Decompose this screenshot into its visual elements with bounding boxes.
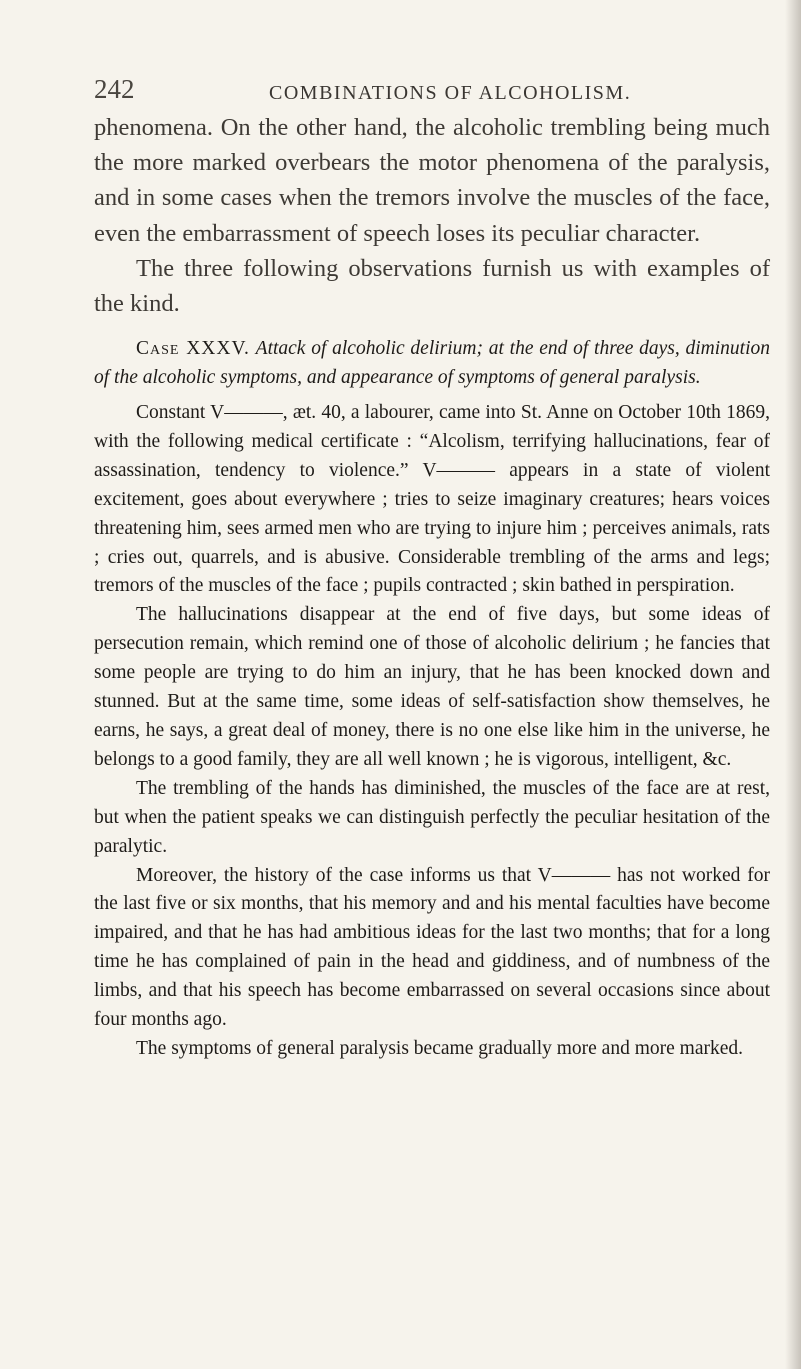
case-paragraph: The symptoms of general paralysis became gradually more and more marked. <box>136 1037 743 1059</box>
intro-paragraph: The three following observations furnish us with examples of the kind. <box>94 254 770 318</box>
case-paragraph: Moreover, the history of the case informs us that V——— has not worked for the last five or six months, that his memory and and his mental faculties have become impaired, and that he has had ambitious ideas for the last two months; that for a long time he has complained of pain in the head and giddiness, and of numbness of the limbs, and that his speech has become embarrassed on several occasions since about four months ago. <box>94 864 770 1031</box>
case-heading <box>94 335 770 393</box>
page-header <box>94 74 754 110</box>
page-number: 242 <box>94 74 135 104</box>
page-edge-shadow <box>785 0 801 1369</box>
case-paragraph: The hallucinations disappear at the end of five days, but some ideas of persecution remain, which remind one of those of alcoholic delirium ; he fancies that some people are trying to do him an injury, that he has been knocked down and stunned. But at the same time, some ideas of self-satisfaction show themselves, he earns, he says, a great deal of money, there is no one else like him in the universe, he belongs to a good family, they are all well known ; he is vigorous, intelligent, &c. <box>94 604 770 770</box>
intro-section <box>94 110 770 321</box>
case-label: Case XXXV. <box>136 338 250 360</box>
case-section <box>94 335 770 1064</box>
case-description: Attack of alcoholic delirium; at the end of three days, diminution of the alcoholic symptoms, and appearance of symptoms of general paralysis. <box>94 338 771 389</box>
running-head: COMBINATIONS OF ALCOHOLISM. <box>269 82 632 104</box>
intro-paragraph-continued: phenomena. On the other hand, the alcoholic trembling being much the more marked overbears the motor phenomena of the paralysis, and in some cases when the tremors involve the muscles of the face, even the embarrassment of speech loses its peculiar character. <box>94 114 770 247</box>
page-body <box>94 110 770 1064</box>
case-paragraph: Constant V———, æt. 40, a labourer, came into St. Anne on October 10th 1869, with the following medical certificate : “Alcolism, terrifying hallucinations, fear of assassination, tendency to violence.” V——— appears in a state of violent excitement, goes about everywhere ; tries to seize imaginary creatures; hears voices threatening him, sees armed men who are trying to injure him ; perceives animals, rats ; cries out, quarrels, and is abusive. Considerable trembling of the arms and legs; tremors of the muscles of the face ; pupils contracted ; skin bathed in perspiration. <box>94 402 770 597</box>
case-paragraph: The trembling of the hands has diminished, the muscles of the face are at rest, but when the patient speaks we can distinguish perfectly the peculiar hesitation of the paralytic. <box>94 777 770 857</box>
